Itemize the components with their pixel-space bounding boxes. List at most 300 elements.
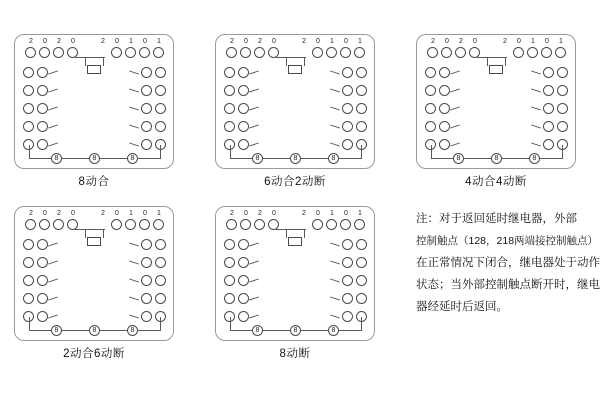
terminal[interactable]: [557, 85, 568, 96]
panel-caption: 6动合2动断: [264, 176, 326, 188]
bottom-bus: [29, 158, 51, 159]
bottom-bus: [29, 330, 51, 331]
contact-blade: [450, 88, 460, 92]
top-label: 0: [244, 38, 248, 45]
contact-blade: [48, 106, 58, 110]
terminal[interactable]: [240, 47, 251, 58]
terminal[interactable]: [238, 275, 249, 286]
bottom-bus: [62, 330, 89, 331]
terminal[interactable]: 8: [252, 153, 263, 164]
terminal[interactable]: [425, 103, 436, 114]
top-label: 0: [545, 38, 549, 45]
top-label: 0: [344, 210, 348, 217]
contact-blade: [531, 106, 541, 110]
contact-blade: [48, 242, 58, 246]
terminal[interactable]: 8: [51, 153, 62, 164]
contact-blade: [129, 278, 139, 282]
terminal[interactable]: [155, 103, 166, 114]
contact-blade: [531, 124, 541, 128]
terminal[interactable]: 8: [252, 325, 263, 336]
terminal[interactable]: [155, 257, 166, 268]
contact-blade: [48, 296, 58, 300]
terminal[interactable]: [439, 67, 450, 78]
terminal[interactable]: [356, 85, 367, 96]
terminal[interactable]: [342, 257, 353, 268]
bottom-bus: [29, 317, 30, 331]
terminal[interactable]: [37, 293, 48, 304]
top-label: 0: [43, 210, 47, 217]
terminal[interactable]: [356, 293, 367, 304]
terminal[interactable]: [342, 311, 353, 322]
terminal[interactable]: [224, 67, 235, 78]
bottom-bus: [361, 145, 362, 159]
coil-lead: [85, 57, 86, 66]
terminal[interactable]: [326, 47, 337, 58]
terminal[interactable]: [240, 219, 251, 230]
contact-blade: [249, 314, 259, 318]
relay-box: [416, 34, 576, 169]
coil-lead: [304, 57, 305, 66]
terminal[interactable]: [312, 219, 323, 230]
contact-blade: [129, 70, 139, 74]
panel-8-make: [14, 34, 174, 189]
terminal[interactable]: [155, 85, 166, 96]
terminal[interactable]: [238, 293, 249, 304]
terminal[interactable]: [141, 293, 152, 304]
terminal[interactable]: [23, 103, 34, 114]
top-label: 1: [157, 38, 161, 45]
terminal[interactable]: [254, 47, 265, 58]
terminal[interactable]: [342, 103, 353, 114]
terminal[interactable]: [238, 139, 249, 150]
contact-blade: [330, 124, 340, 128]
contact-blade: [129, 242, 139, 246]
terminal[interactable]: [342, 121, 353, 132]
bottom-bus: [230, 330, 252, 331]
terminal[interactable]: [23, 85, 34, 96]
contact-blade: [330, 88, 340, 92]
coil-symbol: [288, 65, 302, 74]
terminal[interactable]: 8: [127, 153, 138, 164]
contact-blade: [330, 260, 340, 264]
top-label: 0: [115, 38, 119, 45]
top-label: 1: [358, 38, 362, 45]
terminal[interactable]: [153, 47, 164, 58]
bottom-bus: [502, 158, 529, 159]
terminal[interactable]: [37, 311, 48, 322]
terminal[interactable]: [238, 121, 249, 132]
terminal[interactable]: [543, 67, 554, 78]
panel-caption: 2动合6动断: [63, 348, 125, 360]
contact-blade: [450, 70, 460, 74]
contact-blade: [249, 142, 259, 146]
terminal[interactable]: [141, 85, 152, 96]
terminal[interactable]: [37, 139, 48, 150]
contact-blade: [129, 260, 139, 264]
top-label: 0: [445, 38, 449, 45]
contact-blade: [48, 88, 58, 92]
contact-blade: [249, 242, 259, 246]
terminal[interactable]: [238, 257, 249, 268]
terminal[interactable]: [155, 121, 166, 132]
contact-blade: [129, 88, 139, 92]
bottom-bus: [431, 158, 453, 159]
terminal[interactable]: [326, 219, 337, 230]
top-label: 0: [473, 38, 477, 45]
contact-blade: [249, 70, 259, 74]
relay-box: [215, 206, 375, 341]
terminal[interactable]: [543, 103, 554, 114]
top-label: 2: [230, 38, 234, 45]
terminal[interactable]: [356, 239, 367, 250]
terminal[interactable]: [513, 47, 524, 58]
contact-blade: [330, 296, 340, 300]
bottom-bus: [301, 158, 328, 159]
panel-4-make-4-break: [416, 34, 576, 189]
panel-2-make-6-break: [14, 206, 174, 361]
coil-lead: [103, 57, 104, 66]
coil-lead: [487, 57, 488, 66]
coil-bus: [75, 57, 105, 58]
terminal[interactable]: [37, 103, 48, 114]
bottom-bus: [562, 145, 563, 159]
coil-lead: [286, 229, 287, 238]
top-label: 0: [244, 210, 248, 217]
coil-symbol: [87, 237, 101, 246]
terminal[interactable]: 8: [328, 153, 339, 164]
coil-bus: [75, 229, 105, 230]
terminal[interactable]: [37, 257, 48, 268]
top-label: 1: [358, 210, 362, 217]
terminal[interactable]: [356, 121, 367, 132]
coil-bus: [477, 57, 507, 58]
terminal[interactable]: [155, 293, 166, 304]
terminal[interactable]: [238, 311, 249, 322]
top-label: 0: [71, 38, 75, 45]
terminal[interactable]: [557, 67, 568, 78]
terminal[interactable]: [356, 275, 367, 286]
contact-blade: [48, 142, 58, 146]
relay-box: [14, 34, 174, 169]
contact-blade: [249, 124, 259, 128]
coil-lead: [103, 229, 104, 238]
top-label: 1: [559, 38, 563, 45]
coil-lead: [304, 229, 305, 238]
note-line: 控制触点（128，218两端接控制触点）: [416, 235, 599, 247]
terminal[interactable]: [224, 293, 235, 304]
terminal[interactable]: 8: [290, 325, 301, 336]
top-label: 2: [459, 38, 463, 45]
terminal[interactable]: [342, 239, 353, 250]
terminal[interactable]: [557, 121, 568, 132]
terminal[interactable]: 8: [453, 153, 464, 164]
terminal[interactable]: 8: [51, 325, 62, 336]
top-label: 1: [531, 38, 535, 45]
note-line: 器经延时后返回。: [416, 301, 508, 313]
terminal[interactable]: [425, 85, 436, 96]
terminal[interactable]: [425, 67, 436, 78]
terminal[interactable]: [425, 121, 436, 132]
bottom-bus: [263, 330, 290, 331]
top-label: 2: [258, 210, 262, 217]
terminal[interactable]: [527, 47, 538, 58]
terminal[interactable]: [543, 121, 554, 132]
terminal[interactable]: [25, 219, 36, 230]
panel-caption: 8动断: [279, 348, 311, 360]
bottom-bus: [230, 317, 231, 331]
terminal[interactable]: [226, 219, 237, 230]
terminal[interactable]: [155, 67, 166, 78]
top-label: 0: [272, 210, 276, 217]
top-label: 0: [272, 38, 276, 45]
contact-blade: [48, 278, 58, 282]
contact-blade: [129, 124, 139, 128]
terminal[interactable]: [224, 121, 235, 132]
terminal[interactable]: [342, 293, 353, 304]
contact-blade: [249, 296, 259, 300]
top-label: 1: [330, 210, 334, 217]
contact-blade: [531, 142, 541, 146]
terminal[interactable]: [342, 275, 353, 286]
terminal[interactable]: [111, 219, 122, 230]
terminal[interactable]: [354, 47, 365, 58]
terminal[interactable]: [125, 47, 136, 58]
terminal[interactable]: [141, 67, 152, 78]
bottom-bus: [431, 145, 432, 159]
terminal[interactable]: 8: [127, 325, 138, 336]
bottom-bus: [160, 145, 161, 159]
contact-blade: [48, 260, 58, 264]
terminal[interactable]: [111, 47, 122, 58]
terminal[interactable]: 8: [491, 153, 502, 164]
terminal[interactable]: [141, 139, 152, 150]
terminal[interactable]: 8: [529, 153, 540, 164]
contact-blade: [450, 124, 460, 128]
terminal[interactable]: [23, 239, 34, 250]
terminal[interactable]: [224, 239, 235, 250]
bottom-bus: [361, 317, 362, 331]
terminal[interactable]: [23, 67, 34, 78]
terminal[interactable]: [53, 47, 64, 58]
terminal[interactable]: [238, 239, 249, 250]
terminal[interactable]: [254, 219, 265, 230]
bottom-bus: [230, 145, 231, 159]
terminal[interactable]: [455, 47, 466, 58]
contact-blade: [249, 88, 259, 92]
terminal[interactable]: [23, 293, 34, 304]
bottom-bus: [263, 158, 290, 159]
bottom-bus: [540, 158, 562, 159]
top-label: 1: [129, 38, 133, 45]
terminal[interactable]: 8: [290, 153, 301, 164]
top-label: 2: [258, 38, 262, 45]
panel-6-make-2-break: [215, 34, 375, 189]
terminal[interactable]: [23, 275, 34, 286]
top-label: 0: [316, 38, 320, 45]
top-label: 0: [344, 38, 348, 45]
terminal[interactable]: [439, 103, 450, 114]
terminal[interactable]: [25, 47, 36, 58]
terminal[interactable]: [141, 275, 152, 286]
coil-bus: [276, 57, 306, 58]
top-label: 1: [330, 38, 334, 45]
coil-symbol: [288, 237, 302, 246]
contact-blade: [129, 296, 139, 300]
top-label: 2: [101, 210, 105, 217]
contact-blade: [531, 70, 541, 74]
contact-blade: [330, 242, 340, 246]
top-label: 2: [29, 38, 33, 45]
terminal[interactable]: [340, 219, 351, 230]
bottom-bus: [160, 317, 161, 331]
contact-blade: [330, 70, 340, 74]
top-label: 0: [143, 210, 147, 217]
coil-bus: [276, 229, 306, 230]
panel-caption: 4动合4动断: [465, 176, 527, 188]
bottom-bus: [339, 330, 361, 331]
contact-blade: [330, 106, 340, 110]
terminal[interactable]: [238, 85, 249, 96]
top-label: 0: [517, 38, 521, 45]
terminal[interactable]: [342, 139, 353, 150]
terminal[interactable]: [427, 47, 438, 58]
contact-blade: [249, 106, 259, 110]
bottom-bus: [100, 330, 127, 331]
top-label: 2: [503, 38, 507, 45]
terminal[interactable]: [226, 47, 237, 58]
terminal[interactable]: [141, 257, 152, 268]
terminal[interactable]: [439, 85, 450, 96]
top-label: 2: [29, 210, 33, 217]
top-label: 1: [157, 210, 161, 217]
terminal[interactable]: [342, 67, 353, 78]
terminal[interactable]: [238, 103, 249, 114]
terminal[interactable]: [155, 275, 166, 286]
terminal[interactable]: [125, 219, 136, 230]
terminal[interactable]: [141, 121, 152, 132]
coil-lead: [85, 229, 86, 238]
top-label: 2: [302, 210, 306, 217]
terminal[interactable]: [238, 67, 249, 78]
note-line: 注：对于返回延时继电器，外部: [416, 213, 577, 225]
terminal[interactable]: [439, 121, 450, 132]
terminal[interactable]: [340, 47, 351, 58]
terminal[interactable]: [23, 257, 34, 268]
contact-blade: [450, 106, 460, 110]
top-label: 0: [71, 210, 75, 217]
bottom-bus: [339, 158, 361, 159]
terminal[interactable]: [141, 239, 152, 250]
terminal[interactable]: [53, 219, 64, 230]
contact-blade: [48, 314, 58, 318]
top-label: 0: [143, 38, 147, 45]
bottom-bus: [301, 330, 328, 331]
coil-lead: [505, 57, 506, 66]
bottom-bus: [230, 158, 252, 159]
terminal[interactable]: [224, 85, 235, 96]
note-line: 在正常情况下闭合，继电器处于动作: [416, 257, 600, 269]
top-label: 2: [101, 38, 105, 45]
terminal[interactable]: [139, 47, 150, 58]
coil-lead: [286, 57, 287, 66]
terminal[interactable]: [155, 239, 166, 250]
top-label: 1: [129, 210, 133, 217]
bottom-bus: [29, 145, 30, 159]
relay-box: [14, 206, 174, 341]
contact-blade: [129, 314, 139, 318]
terminal[interactable]: [543, 139, 554, 150]
top-label: 2: [302, 38, 306, 45]
top-label: 2: [230, 210, 234, 217]
top-label: 2: [431, 38, 435, 45]
terminal[interactable]: [342, 85, 353, 96]
terminal[interactable]: [37, 239, 48, 250]
note-block: [416, 208, 600, 318]
top-label: 2: [57, 38, 61, 45]
terminal[interactable]: [439, 139, 450, 150]
note-line: 状态；当外部控制触点断开时，继电: [416, 279, 600, 291]
terminal[interactable]: [356, 257, 367, 268]
bottom-bus: [138, 330, 160, 331]
terminal[interactable]: [37, 121, 48, 132]
terminal[interactable]: 8: [89, 153, 100, 164]
terminal[interactable]: [37, 275, 48, 286]
terminal[interactable]: [441, 47, 452, 58]
terminal[interactable]: 8: [328, 325, 339, 336]
terminal[interactable]: [356, 103, 367, 114]
bottom-bus: [138, 158, 160, 159]
terminal[interactable]: [224, 257, 235, 268]
terminal[interactable]: [312, 47, 323, 58]
terminal[interactable]: [37, 85, 48, 96]
coil-symbol: [489, 65, 503, 74]
terminal[interactable]: [141, 311, 152, 322]
terminal[interactable]: [557, 103, 568, 114]
terminal[interactable]: [354, 219, 365, 230]
terminal[interactable]: [356, 67, 367, 78]
terminal[interactable]: [541, 47, 552, 58]
contact-blade: [48, 70, 58, 74]
coil-symbol: [87, 65, 101, 74]
contact-blade: [450, 142, 460, 146]
top-label: 2: [57, 210, 61, 217]
contact-blade: [330, 314, 340, 318]
top-label: 0: [115, 210, 119, 217]
terminal[interactable]: [37, 67, 48, 78]
contact-blade: [330, 278, 340, 282]
contact-blade: [249, 278, 259, 282]
terminal[interactable]: [153, 219, 164, 230]
bottom-bus: [100, 158, 127, 159]
contact-blade: [330, 142, 340, 146]
terminal[interactable]: [39, 219, 50, 230]
panel-caption: 8动合: [78, 176, 110, 188]
terminal[interactable]: [224, 275, 235, 286]
terminal[interactable]: 8: [89, 325, 100, 336]
top-label: 0: [43, 38, 47, 45]
terminal[interactable]: [141, 103, 152, 114]
terminal[interactable]: [543, 85, 554, 96]
contact-blade: [531, 88, 541, 92]
terminal[interactable]: [139, 219, 150, 230]
terminal[interactable]: [555, 47, 566, 58]
terminal[interactable]: [224, 103, 235, 114]
contact-blade: [249, 260, 259, 264]
terminal[interactable]: [39, 47, 50, 58]
panel-8-break: [215, 206, 375, 361]
terminal[interactable]: [23, 121, 34, 132]
bottom-bus: [62, 158, 89, 159]
